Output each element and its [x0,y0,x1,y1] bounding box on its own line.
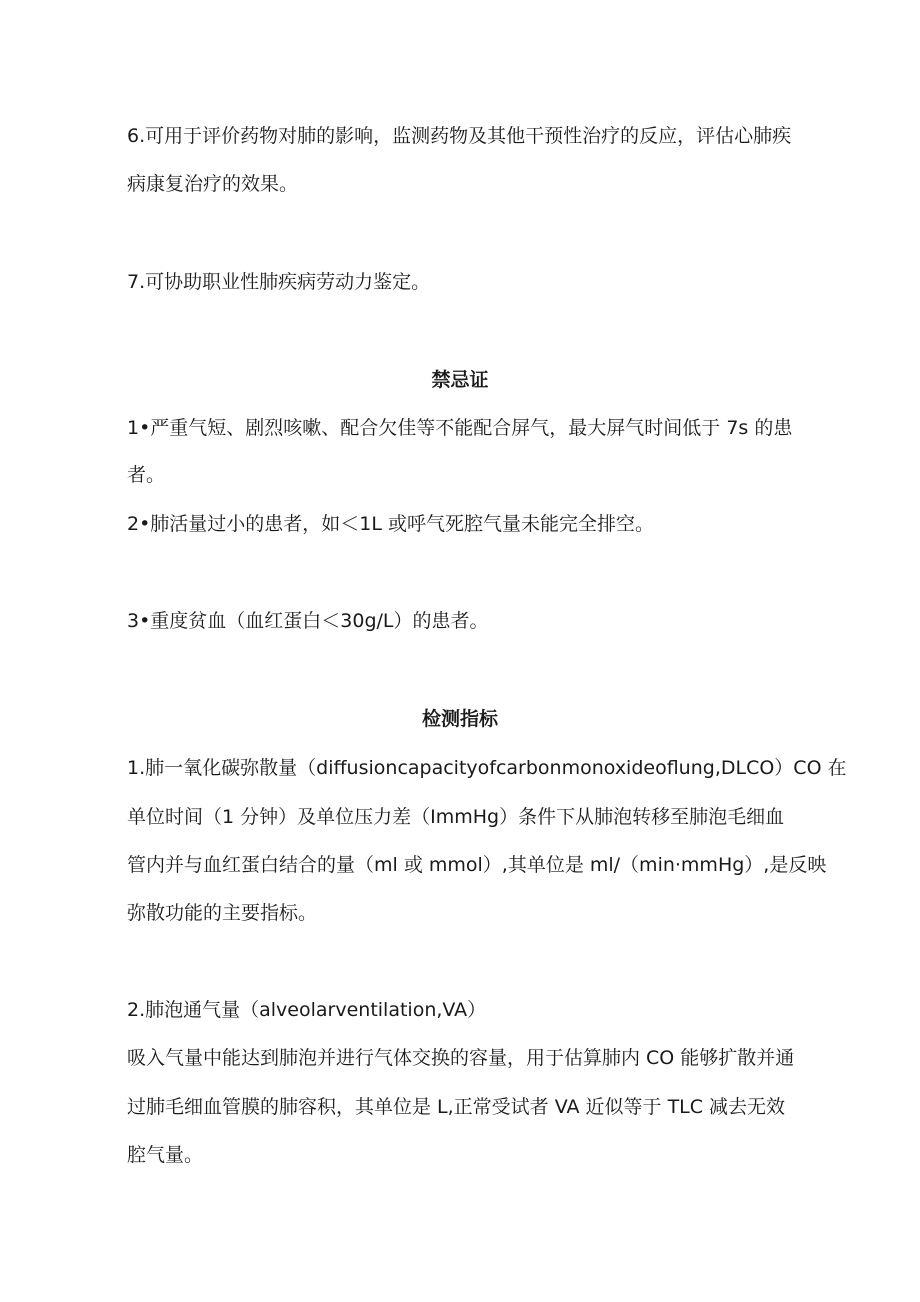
indicator-item1-line2: 单位时间（1 分钟）及单位压力差（ImmHg）条件下从肺泡转移至肺泡毛细血 [127,806,785,828]
contraindication-item2: 2•肺活量过小的患者，如＜1L 或呼气死腔气量未能完全排空。 [127,513,655,535]
paragraph-item6-line2: 病康复治疗的效果。 [127,173,299,195]
heading-contraindications: 禁忌证 [431,369,489,391]
indicator-item2-title: 2.肺泡通气量（alveolarventilation,VA） [127,999,487,1021]
contraindication-item1-line2: 者。 [127,464,166,486]
paragraph-item7: 7.可协助职业性肺疾病劳动力鉴定。 [127,271,431,293]
indicator-item2-line2: 过肺毛细血管膜的肺容积，其单位是 L,正常受试者 VA 近似等于 TLC 减去无效 [127,1096,786,1118]
indicator-item1-line1: 1.肺一氧化碳弥散量（diffusioncapacityofcarbonmonoxideoflung,DLCO）CO 在 [127,757,847,779]
contraindication-item1-line1: 1•严重气短、剧烈咳嗽、配合欠佳等不能配合屏气，最大屏气时间低于 7s 的患 [127,417,793,439]
indicator-item2-line1: 吸入气量中能达到肺泡并进行气体交换的容量，用于估算肺内 CO 能够扩散并通 [127,1047,795,1069]
indicator-item1-line3: 管内并与血红蛋白结合的量（ml 或 mmol）,其单位是 ml/（min·mmHg）,是反映 [127,854,827,876]
indicator-item2-line3: 腔气量。 [127,1144,204,1166]
heading-indicators: 检测指标 [421,708,498,730]
paragraph-item6-line1: 6.可用于评价药物对肺的影响，监测药物及其他干预性治疗的反应，评估心肺疾 [127,125,792,147]
indicator-item1-line4: 弥散功能的主要指标。 [127,902,318,924]
contraindication-item3: 3•重度贫血（血红蛋白＜30g/L）的患者。 [127,610,489,632]
